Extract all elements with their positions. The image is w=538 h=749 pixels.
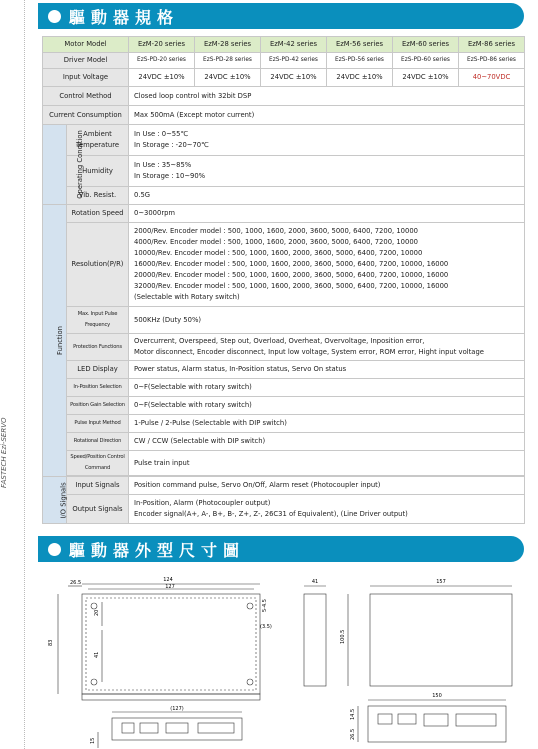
operating-condition-group: Operating Condition [43, 125, 67, 205]
side-label: FASTECH Ezi-SERVO [0, 417, 8, 488]
position-gain-label: Position Gain Selection [67, 397, 129, 415]
dim-15-label: 15 [90, 737, 96, 744]
input-voltage-cell: 24VDC ±10% [393, 69, 459, 87]
input-signals-row [43, 477, 525, 495]
bullet-icon [48, 10, 61, 23]
dim-150-label: 150 [432, 693, 442, 699]
input-signals-label: Input Signals [67, 477, 129, 495]
front-body-outline [82, 594, 260, 694]
mount-hole [91, 603, 97, 609]
vib-value: 0.5G [129, 187, 525, 205]
resolution-value: 2000/Rev. Encoder model : 500, 1000, 1600, 2000, 3600, 5000, 6400, 7200, 10000 4000/Rev. Encoder model : 500, 1000, 1600, 2000, 3600, 5000, 6400, 7200, 10000 10000/Rev. Encoder model : 500, 1000, 1600, 2000, 3600, 5000, 6400, 7200, 10000 16000/Rev. Encoder model : 500, 1000, 1600, 2000, 3600, 5000, 6400, 7200, 10000, 16000 20000/Rev. Encoder model : 500, 1000, 1600, 2000, 3600, 5000, 6400, 7200, 10000, 16000 32000/Rev. Encoder model : 500, 1000, 1600, 2000, 3600, 5000, 6400, 7200, 10000, 16000 (Selectable with Rotary switch) [129, 223, 525, 307]
motor-model-cell: EzM-86 series [459, 37, 525, 53]
driver-model-row [43, 53, 525, 69]
margin-guide-line [24, 0, 25, 749]
control-method-row [43, 87, 525, 106]
dim-127-bottom-label: (127) [170, 706, 184, 712]
protection-label: Protection Functions [67, 334, 129, 361]
ambient-value: In Use : 0~55℃ In Storage : -20~70℃ [129, 125, 525, 156]
connector-block [456, 714, 496, 726]
max-input-pulse-row [43, 307, 525, 334]
input-voltage-cell: 24VDC ±10% [195, 69, 261, 87]
side-view-drawing [304, 586, 512, 686]
humidity-value: In Use : 35~85% In Storage : 10~90% [129, 156, 525, 187]
motor-model-cell: EzM-60 series [393, 37, 459, 53]
max-input-pulse-label: Max. Input Pulse Frequency [67, 307, 129, 334]
led-display-label: LED Display [67, 361, 129, 379]
motor-model-cell: EzM-20 series [129, 37, 195, 53]
rotational-direction-value: CW / CCW (Selectable with DIP switch) [129, 433, 525, 451]
dim-20-label: 20 [94, 609, 100, 616]
input-voltage-row [43, 69, 525, 87]
input-voltage-cell: 24VDC ±10% [129, 69, 195, 87]
front-view-drawing [58, 584, 260, 700]
speed-position-value: Pulse train input [129, 451, 525, 476]
rotation-speed-label: Rotation Speed [67, 205, 129, 223]
connector-block [378, 714, 392, 724]
dim-26-5-label: 26.5 [70, 580, 82, 586]
driver-model-cell: EzS-PD-56 series [327, 53, 393, 69]
current-consumption-label: Current Consumption [43, 106, 129, 125]
motor-model-cell: EzM-42 series [261, 37, 327, 53]
vib-row [43, 187, 525, 205]
position-gain-row [43, 397, 525, 415]
driver-model-cell: EzS-PD-28 series [195, 53, 261, 69]
ambient-row [43, 125, 525, 156]
mount-hole [247, 603, 253, 609]
function-group: Function [43, 205, 67, 477]
input-voltage-cell-highlight: 40~70VDC [459, 69, 525, 87]
output-signals-row [43, 495, 525, 524]
mount-hole [91, 679, 97, 685]
spec-table [42, 36, 525, 524]
motor-model-label: Motor Model [43, 37, 129, 53]
pulse-input-label: Pulse Input Method [67, 415, 129, 433]
max-input-pulse-value: 500KHz (Duty 50%) [129, 307, 525, 334]
in-position-value: 0~F(Selectable with rotary switch) [129, 379, 525, 397]
bottom-right-drawing [358, 700, 506, 742]
dim-124-label: 124 [163, 577, 173, 583]
pulse-input-value: 1-Pulse / 2-Pulse (Selectable with DIP switch) [129, 415, 525, 433]
led-display-row [43, 361, 525, 379]
driver-model-cell: EzS-PD-86 series [459, 53, 525, 69]
output-signals-label: Output Signals [67, 495, 129, 524]
dim-127-label: 127 [165, 584, 175, 590]
input-voltage-cell: 24VDC ±10% [327, 69, 393, 87]
dim-3-5-label: (3.5) [260, 624, 272, 630]
protection-row [43, 334, 525, 361]
dim-41-side-label: 41 [311, 579, 319, 585]
resolution-row [43, 223, 525, 307]
in-position-row [43, 379, 525, 397]
position-gain-value: 0~F(Selectable with rotary switch) [129, 397, 525, 415]
rotation-speed-row [43, 205, 525, 223]
dimensions-banner [38, 536, 524, 562]
connector-block [122, 723, 134, 733]
pulse-input-row [43, 415, 525, 433]
humidity-row [43, 156, 525, 187]
dim-5-4-5-label: 5-4.5 [262, 599, 268, 612]
connector-panel-outline [112, 718, 242, 740]
dim-100-5-label: 100.5 [340, 629, 346, 644]
front-base-plate [82, 694, 260, 700]
bottom-left-drawing [98, 712, 242, 748]
driver-model-cell: EzS-PD-20 series [129, 53, 195, 69]
speed-position-label: Speed/Position Control Command [67, 451, 129, 476]
dim-157-label: 157 [436, 579, 446, 585]
mount-hole [247, 679, 253, 685]
led-display-value: Power status, Alarm status, In-Position status, Servo On status [129, 361, 525, 379]
motor-model-cell: EzM-56 series [327, 37, 393, 53]
rotation-speed-value: 0~3000rpm [129, 205, 525, 223]
driver-model-label: Driver Model [43, 53, 129, 69]
dimensions-banner-title: 驅動器外型尺寸圖 [69, 540, 246, 560]
control-method-label: Control Method [43, 87, 129, 106]
connector-block [398, 714, 416, 724]
dim-83-label: 83 [48, 639, 54, 646]
ambient-label: Ambient Temperature [67, 125, 129, 156]
connector-block [198, 723, 234, 733]
dim-14-5-label: 14.5 [350, 708, 356, 720]
resolution-label: Resolution(P/R) [67, 223, 129, 307]
bullet-icon [48, 543, 61, 556]
driver-model-cell: EzS-PD-60 series [393, 53, 459, 69]
io-signals-group: I/O Signals [43, 477, 67, 524]
protection-value: Overcurrent, Overspeed, Step out, Overload, Overheat, Overvoltage, Inposition error, Motor disconnect, Encoder disconnect, Input low voltage, System error, ROM error, Hight input voltage [129, 334, 525, 361]
spec-banner-title: 驅動器規格 [69, 7, 180, 27]
current-consumption-value: Max 500mA (Except motor current) [129, 106, 525, 125]
input-voltage-label: Input Voltage [43, 69, 129, 87]
connector-block [140, 723, 158, 733]
motor-model-cell: EzM-28 series [195, 37, 261, 53]
dim-26-5-bottom-label: 26.5 [350, 728, 356, 740]
connector-block [166, 723, 188, 733]
side-narrow-outline [304, 594, 326, 686]
vib-label: Vib. Resist. [67, 187, 129, 205]
current-consumption-row [43, 106, 525, 125]
rotational-direction-label: Rotational Direction [67, 433, 129, 451]
motor-model-row [43, 37, 525, 53]
output-signals-value: In-Position, Alarm (Photocoupler output) Encoder signal(A+, A-, B+, B-, Z+, Z-, 26C31 of Equivalent), (Line Driver output) [129, 495, 525, 524]
speed-position-row [43, 451, 525, 476]
front-inner-outline [86, 598, 256, 690]
connector-block [424, 714, 448, 726]
spec-banner [38, 3, 524, 29]
side-body-outline [370, 594, 512, 686]
control-method-value: Closed loop control with 32bit DSP [129, 87, 525, 106]
dim-41-label: 41 [94, 651, 100, 658]
rotational-direction-row [43, 433, 525, 451]
input-voltage-cell: 24VDC ±10% [261, 69, 327, 87]
driver-model-cell: EzS-PD-42 series [261, 53, 327, 69]
input-signals-value: Position command pulse, Servo On/Off, Alarm reset (Photocoupler input) [129, 477, 525, 495]
dimension-drawings [38, 572, 524, 749]
in-position-label: In-Position Selection [67, 379, 129, 397]
humidity-label: Humidity [67, 156, 129, 187]
